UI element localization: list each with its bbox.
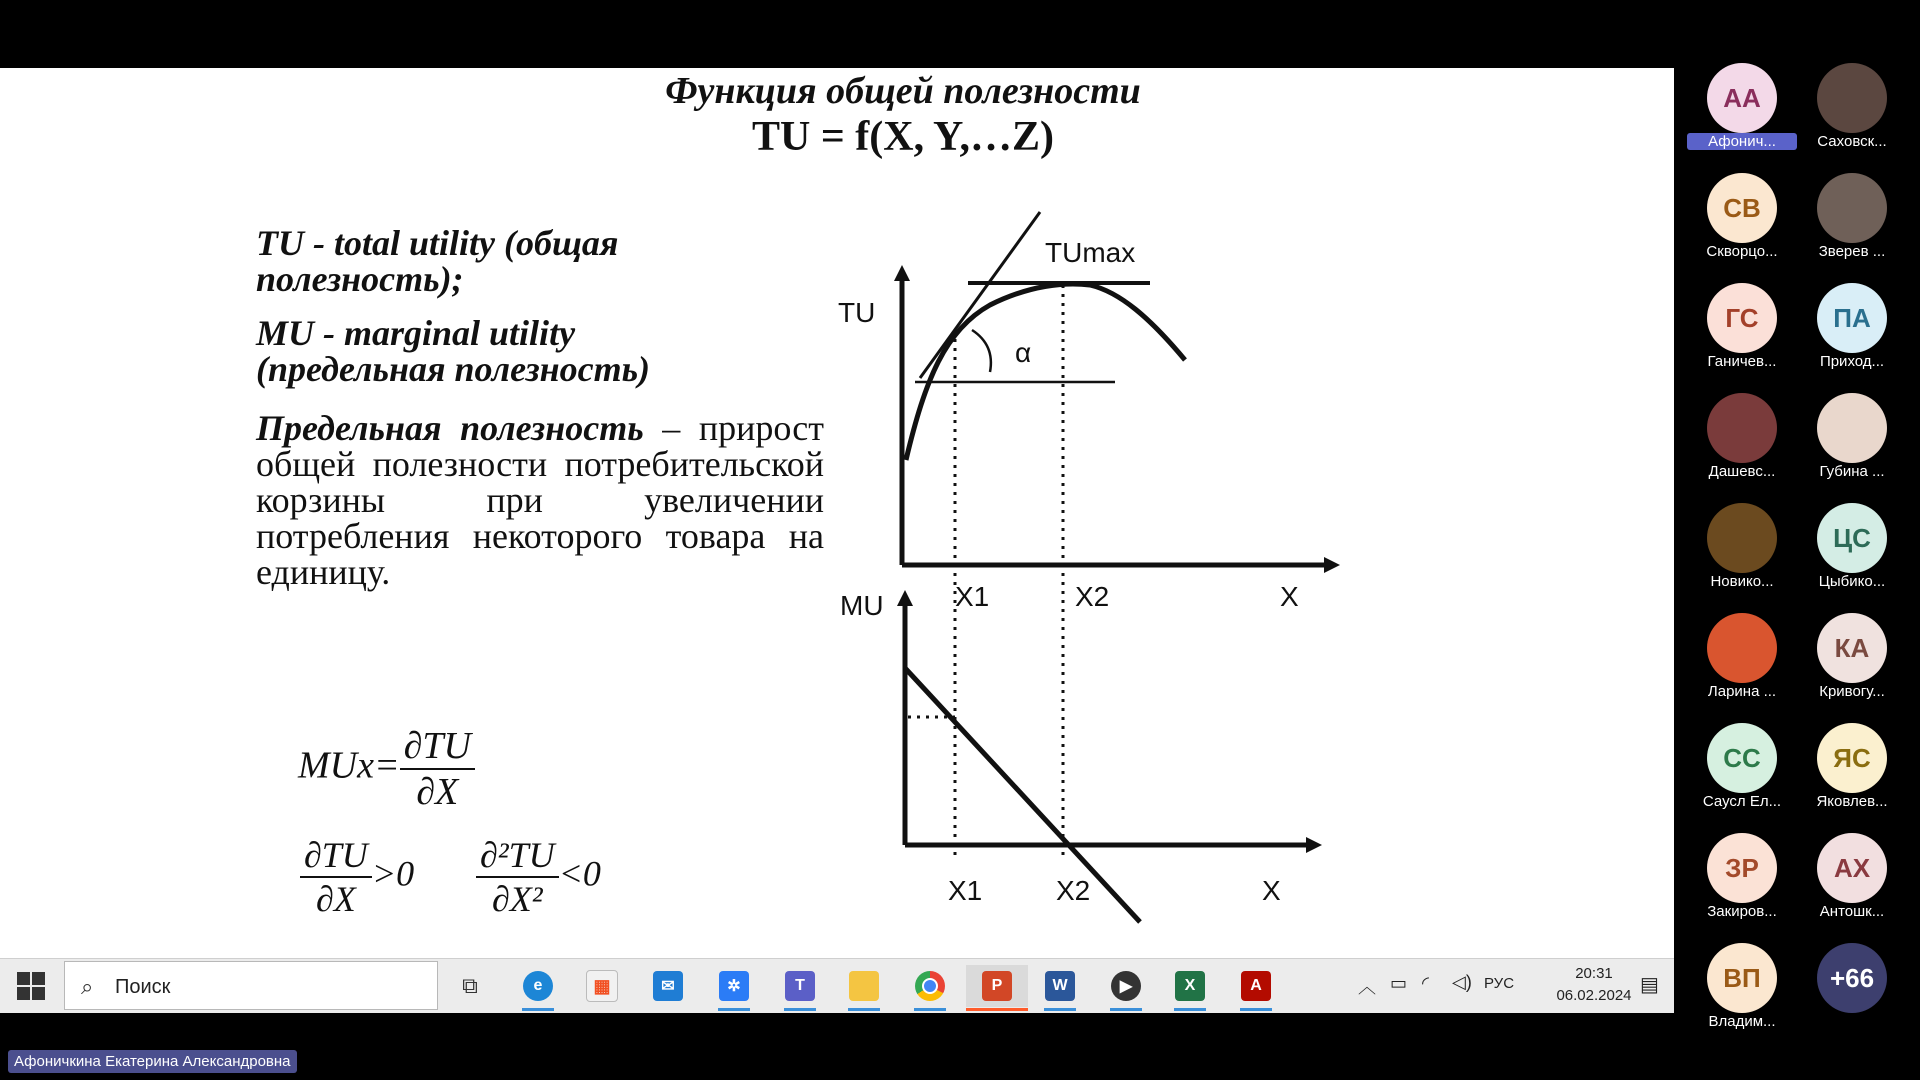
angle-label: α: [1015, 337, 1032, 368]
participant-tile[interactable]: [1687, 63, 1797, 163]
participant-avatar[interactable]: [1817, 63, 1887, 133]
acrobat-icon: A: [1241, 971, 1271, 1001]
participant-tile[interactable]: [1797, 613, 1907, 713]
wifi-icon[interactable]: ◜: [1422, 973, 1429, 993]
formula-second-den: ∂X²: [492, 879, 543, 919]
formula-mux: [298, 724, 475, 814]
tu-x-arrow: [1324, 557, 1340, 573]
formula-mux-lhs: MUx=: [298, 744, 400, 787]
formula-mux-fraction: [400, 724, 475, 814]
participant-avatar[interactable]: ЦС: [1817, 503, 1887, 573]
participant-avatar[interactable]: [1707, 613, 1777, 683]
search-icon: ⌕: [81, 974, 94, 999]
formula-first-num: ∂TU: [300, 834, 372, 878]
participant-tile[interactable]: [1797, 63, 1907, 163]
tu-axis-label: TU: [838, 297, 876, 328]
definition-marginal-dash: –: [662, 408, 681, 448]
participant-tile[interactable]: [1797, 283, 1907, 383]
formula-first-den: ∂X: [316, 879, 356, 919]
participant-avatar[interactable]: ЗР: [1707, 833, 1777, 903]
teams-icon: T: [785, 971, 815, 1001]
mu-y-arrow: [897, 590, 913, 606]
participant-avatar[interactable]: АА: [1707, 63, 1777, 133]
definition-marginal-text: прирост общей полезности потребительской корзины при увеличении потребления некоторого товара на единицу.: [256, 408, 825, 592]
definition-mu-line1: MU - marginal utility: [256, 313, 576, 353]
participant-name: Скворцо...: [1706, 243, 1778, 260]
participant-name: Саусл Ел...: [1702, 793, 1782, 810]
participant-tile[interactable]: [1687, 283, 1797, 383]
x1-bottom-label: X1: [948, 875, 983, 906]
participant-avatar[interactable]: [1817, 173, 1887, 243]
formula-numerator: ∂TU: [400, 724, 475, 770]
participant-avatar[interactable]: ГС: [1707, 283, 1777, 353]
taskbar-search-box[interactable]: [64, 961, 438, 1010]
system-tray: [1344, 959, 1674, 1013]
formula-second-derivative: [476, 834, 601, 920]
participant-name: Ганичев...: [1707, 353, 1777, 370]
x2-bottom-label: X2: [1056, 875, 1091, 906]
angle-arc: [972, 330, 991, 372]
x1-top-label: X1: [955, 581, 990, 612]
participant-tile[interactable]: [1687, 943, 1797, 1043]
participant-tile[interactable]: [1687, 173, 1797, 273]
tu-max-label: TUmax: [1045, 237, 1136, 268]
slide-title-line1: Функция общей полезности: [665, 70, 1141, 112]
definition-marginal-term: Предельная полезность: [256, 408, 644, 448]
taskbar-app-blue[interactable]: [710, 965, 758, 1007]
participant-name: Кривогу...: [1819, 683, 1885, 700]
participant-avatar[interactable]: ЯС: [1817, 723, 1887, 793]
participant-name: Новико...: [1710, 573, 1774, 590]
tu-y-arrow: [894, 265, 910, 281]
formula-denominator: ∂X: [416, 771, 459, 813]
search-placeholder: Поиск: [115, 976, 171, 998]
participant-tile[interactable]: [1687, 503, 1797, 603]
taskbar-mail[interactable]: [644, 965, 692, 1007]
language-indicator[interactable]: РУС: [1484, 975, 1515, 992]
participant-name: Ларина ...: [1707, 683, 1777, 700]
edge-icon: e: [523, 971, 553, 1001]
x2-top-label: X2: [1075, 581, 1110, 612]
speaker-name-label: Афоничкина Екатерина Александровна: [8, 1050, 297, 1073]
participant-tile[interactable]: [1797, 173, 1907, 273]
participant-avatar[interactable]: [1817, 393, 1887, 463]
participant-avatar[interactable]: КА: [1817, 613, 1887, 683]
participant-tile[interactable]: [1797, 833, 1907, 933]
clock-time[interactable]: 20:31: [1575, 965, 1613, 982]
app-flower-icon: ✲: [719, 971, 749, 1001]
participant-name: Цыбико...: [1818, 573, 1886, 590]
participant-name: Владим...: [1708, 1013, 1776, 1030]
formula-gt0: >0: [371, 853, 415, 894]
participant-avatar[interactable]: ВП: [1707, 943, 1777, 1013]
taskbar-acrobat[interactable]: [1232, 965, 1280, 1007]
participant-name: Яковлев...: [1816, 793, 1888, 810]
formula-lt0: <0: [558, 853, 601, 894]
definition-mu: [256, 315, 824, 387]
taskbar-store[interactable]: [578, 965, 626, 1007]
tu-curve: [906, 284, 1185, 460]
participant-avatar[interactable]: [1707, 503, 1777, 573]
participant-tile[interactable]: [1687, 393, 1797, 493]
taskbar-edge[interactable]: [514, 965, 562, 1007]
slide-title: [0, 68, 1806, 160]
mu-line: [905, 668, 1140, 922]
taskbar-powerpoint[interactable]: [966, 965, 1028, 1007]
taskbar-chrome[interactable]: [906, 965, 954, 1007]
mu-axis-label: MU: [840, 590, 884, 621]
taskbar-teams[interactable]: [776, 965, 824, 1007]
taskbar-file-explorer[interactable]: [840, 965, 888, 1007]
store-icon: ▦: [586, 970, 618, 1002]
participant-tile[interactable]: [1797, 393, 1907, 493]
windows-taskbar: [0, 958, 1674, 1013]
participant-avatar[interactable]: СВ: [1707, 173, 1777, 243]
participant-avatar[interactable]: АХ: [1817, 833, 1887, 903]
participant-avatar[interactable]: ПА: [1817, 283, 1887, 353]
participant-name: Дашевс...: [1708, 463, 1776, 480]
volume-icon[interactable]: ◁): [1452, 972, 1472, 992]
definition-tu-line2: полезность);: [256, 259, 464, 299]
participant-name: Саховск...: [1817, 133, 1887, 150]
clock-date[interactable]: 06.02.2024: [1556, 987, 1632, 1004]
folder-icon: [849, 971, 879, 1001]
slide-title-line2: TU = f(X, Y,…Z): [752, 114, 1054, 160]
participant-tile[interactable]: [1687, 723, 1797, 823]
task-view-button[interactable]: [446, 965, 494, 1007]
chevron-up-icon[interactable]: ︿: [1358, 977, 1376, 997]
definition-marginal-utility: [256, 410, 824, 590]
formula-second-num: ∂²TU: [476, 834, 559, 878]
definition-tu-line1: TU - total utility (общая: [256, 223, 619, 263]
excel-icon: X: [1175, 971, 1205, 1001]
participant-tile[interactable]: [1687, 833, 1797, 933]
formula-first-derivative: [300, 834, 414, 920]
participant-name: Губина ...: [1819, 463, 1885, 480]
task-view-icon: ⧉: [462, 973, 478, 998]
participant-name: Закиров...: [1707, 903, 1777, 920]
participant-tile[interactable]: [1687, 613, 1797, 713]
participant-tile[interactable]: [1797, 503, 1907, 603]
powerpoint-icon: P: [982, 971, 1012, 1001]
mu-x-arrow: [1306, 837, 1322, 853]
definition-mu-line2: (предельная полезность): [256, 349, 651, 389]
participant-name: Приход...: [1819, 353, 1885, 370]
participant-tile[interactable]: [1797, 723, 1907, 823]
x-top-label: X: [1280, 581, 1299, 612]
participant-avatar[interactable]: СС: [1707, 723, 1777, 793]
windows-start-icon[interactable]: [14, 969, 48, 1003]
play-icon: ▶: [1111, 971, 1141, 1001]
word-icon: W: [1045, 971, 1075, 1001]
participant-name: Афонич...: [1687, 133, 1797, 150]
x-bottom-label: X: [1262, 875, 1281, 906]
taskbar-word[interactable]: [1036, 965, 1084, 1007]
participant-name: Антошк...: [1819, 903, 1885, 920]
battery-icon[interactable]: ▭: [1390, 973, 1408, 993]
taskbar-excel[interactable]: [1166, 965, 1214, 1007]
chrome-icon: [915, 971, 945, 1001]
participant-tile[interactable]: [1797, 943, 1907, 1043]
participant-avatar[interactable]: [1707, 393, 1777, 463]
more-participants-button[interactable]: +66: [1817, 943, 1887, 1013]
utility-graph: [820, 200, 1360, 940]
definition-tu: [256, 225, 824, 297]
participants-panel: [1674, 0, 1920, 1080]
notification-icon[interactable]: ▤: [1640, 974, 1659, 996]
taskbar-media-player[interactable]: [1102, 965, 1150, 1007]
mail-icon: ✉: [653, 971, 683, 1001]
participant-name: Зверев ...: [1818, 243, 1886, 260]
